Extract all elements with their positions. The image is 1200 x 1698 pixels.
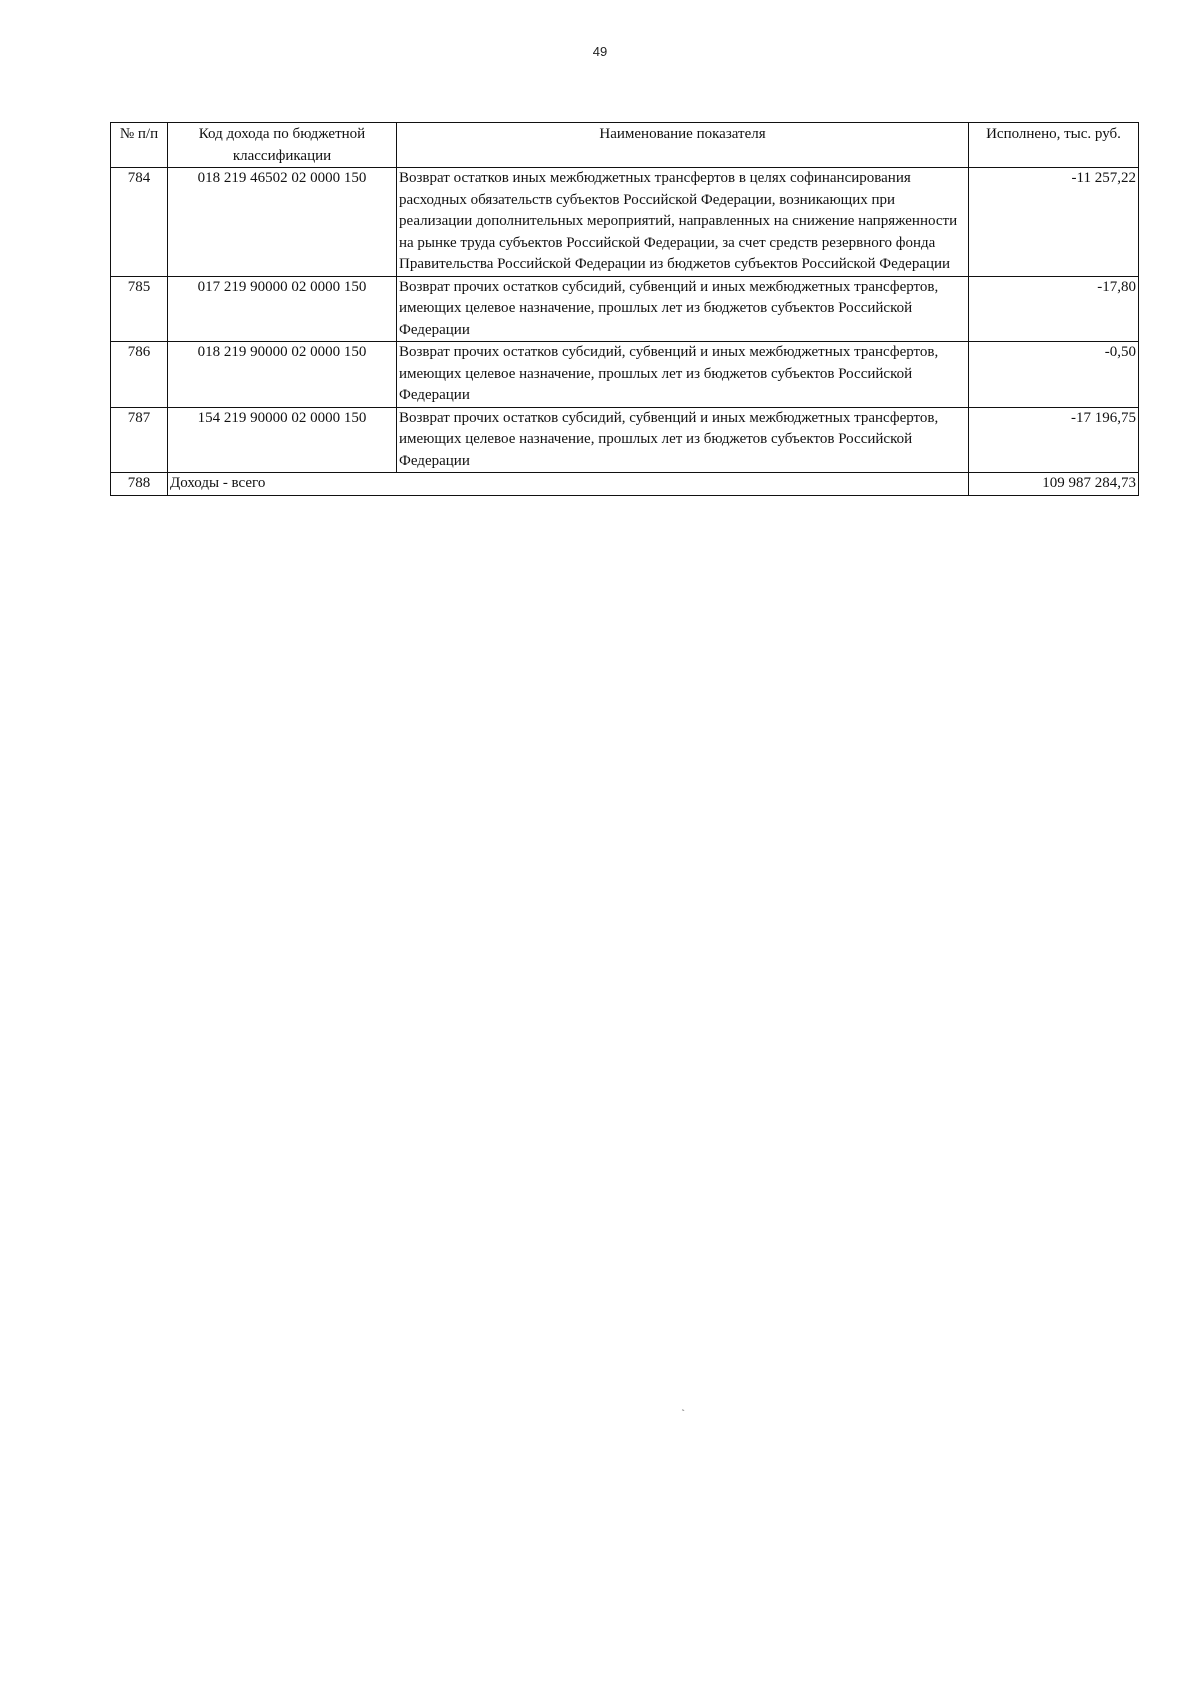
row-value: -0,50	[969, 342, 1139, 408]
header-code: Код дохода по бюджетной классификации	[168, 123, 397, 168]
total-label: Доходы - всего	[168, 473, 969, 496]
total-num: 788	[111, 473, 168, 496]
table-row	[111, 276, 1139, 342]
row-value: -11 257,22	[969, 168, 1139, 277]
header-value: Исполнено, тыс. руб.	[969, 123, 1139, 168]
row-name: Возврат прочих остатков субсидий, субвенций и иных межбюджетных трансфертов, имеющих целевое назначение, прошлых лет из бюджетов субъектов Российской Федерации	[397, 407, 969, 473]
row-num: 784	[111, 168, 168, 277]
total-row	[111, 473, 1139, 496]
row-code: 018 219 90000 02 0000 150	[168, 342, 397, 408]
row-name: Возврат прочих остатков субсидий, субвенций и иных межбюджетных трансфертов, имеющих целевое назначение, прошлых лет из бюджетов субъектов Российской Федерации	[397, 276, 969, 342]
row-code: 018 219 46502 02 0000 150	[168, 168, 397, 277]
table-row	[111, 342, 1139, 408]
page-number: 49	[592, 44, 608, 59]
row-code: 154 219 90000 02 0000 150	[168, 407, 397, 473]
row-num: 786	[111, 342, 168, 408]
header-num: № п/п	[111, 123, 168, 168]
row-value: -17,80	[969, 276, 1139, 342]
row-value: -17 196,75	[969, 407, 1139, 473]
row-name: Возврат прочих остатков субсидий, субвенций и иных межбюджетных трансфертов, имеющих целевое назначение, прошлых лет из бюджетов субъектов Российской Федерации	[397, 342, 969, 408]
row-num: 787	[111, 407, 168, 473]
row-name: Возврат остатков иных межбюджетных трансфертов в целях софинансирования расходных обязательств субъектов Российской Федерации, возникающих при реализации дополнительных мероприятий, направленных на снижение напряженности на рынке труда субъектов Российской Федерации, за счет средств резервного фонда Правительства Российской Федерации из бюджетов субъектов Российской Федерации	[397, 168, 969, 277]
table-header-row	[111, 123, 1139, 168]
table-row	[111, 168, 1139, 277]
table-row	[111, 407, 1139, 473]
total-value: 109 987 284,73	[969, 473, 1139, 496]
row-code: 017 219 90000 02 0000 150	[168, 276, 397, 342]
row-num: 785	[111, 276, 168, 342]
scan-artifact-mark: `	[680, 1407, 689, 1420]
header-name: Наименование показателя	[397, 123, 969, 168]
revenue-table	[110, 122, 1139, 496]
